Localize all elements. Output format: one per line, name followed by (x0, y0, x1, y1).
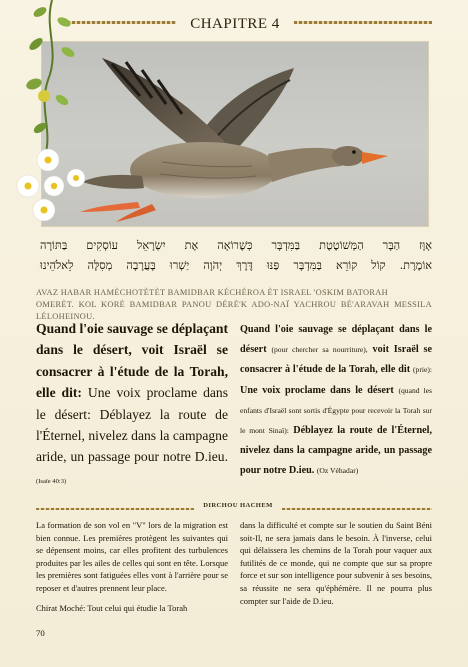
vine-daisy-decoration (0, 0, 120, 240)
dirchou-left-column (36, 519, 228, 614)
hebrew-verse-line-1: אָוָּז הַבָּר הַמְּשׁוֹטֶטֶת בַּמִּדְבָּר כְּשֶׁרוֹאָה אֶת יִשְׂרָאֵל עוֹסְקִים בַּתּוֹרָה (40, 239, 432, 252)
transliteration-line-1: AVAZ HABAR HAMÈCHOTÈTÈT BAMIDBAR KÉCHÉROA ÈT ISRAEL 'OSKIM BATORAH (36, 288, 388, 297)
right-bold-4: Déblayez la route de l'Éternel, nivelez dans la campagne aride, un passage pour notre D.ieu. (240, 425, 433, 477)
dirchou-right-column (240, 519, 432, 607)
right-note-3: (quand les enfants d'Israël sont sortis d'Égypte pour recevoir la Torah sur le mont Sinaï): (240, 385, 432, 436)
left-text: Une voix proclame dans le désert: Déblayez la route de l'Éternel, nivelez dans la campagne aride, un passage pour notre D.ieu. (36, 385, 228, 465)
right-bold-2: voit Israël se consacrer à l'étude de la Torah, elle dit (240, 344, 433, 376)
right-note-2: (prie): (413, 365, 432, 375)
right-bold-1: Quand l'oie sauvage se déplaçant dans le désert (240, 324, 432, 356)
commentary-right-column (240, 320, 432, 482)
page-number: 70 (36, 628, 45, 638)
transliteration-line-2: OMERÈT. KOL KORÉ BAMIDBAR PANOU DÉRÈ'K ADO-NAÏ YACHROU BÉ'ARAVAH MESSILA LÉLOHEINOU. (36, 300, 432, 321)
dirchou-paragraph-3: dans la difficulté et compte sur le soutien du Saint Béni soit-Il, ne sera jamais dans le besoin. À l'inverse, celui qui délaissera les chemins de la Torah pour vaquer aux futilités de ce monde, qui ne compte que sur sa propre force et sur son intelligence pour subvenir à ses besoins, sa réussite ne sera qu'éphémère. Il ne pourra plus compter sur l'aide de D.ieu. (240, 520, 432, 606)
translation-left-column (36, 318, 228, 492)
right-bold-3: Une voix proclame dans le désert (240, 384, 394, 396)
right-note-1: (pour chercher sa nourriture), (271, 345, 368, 355)
header-rule-right (294, 21, 432, 24)
divider-rule-left (36, 508, 194, 510)
dirchou-paragraph-2: Chirat Moché: Tout celui qui étudie la Torah (36, 602, 188, 613)
dirchou-paragraph-1: La formation de son vol en "V" lors de la migration est bien connue. Les premières protègent les suivantes qui se dépensent moins, car elles profitent des turbulences produites par les ailes de celles qui sont en tête. Lorsque les premières sont fatiguées elles vont à l'arrière pour se reposer et d'autres prennent leur place. (36, 520, 228, 593)
left-reference: (Isaïe 40:3) (36, 477, 67, 485)
divider-rule-right (282, 508, 432, 510)
left-bold-text: Quand l'oie sauvage se déplaçant dans le désert, voit Israël se consacrer à l'étude de la Torah, elle dit: (36, 321, 228, 401)
right-note-4: (Oz Véhadar) (316, 466, 359, 476)
divider-label: DIRCHOU HACHEM (203, 502, 273, 509)
hebrew-verse-line-2: אוֹמֶרֶת. קוֹל קוֹרֵא בַּמִּדְבָּר פַּנּוּ דֶּרֶךְ יְהֹוָה יַשְׁרוּ בָּעֲרָבָה מְסִלָּה לֵאלֹהֵינוּ (40, 259, 432, 272)
chapter-title: CHAPITRE 4 (190, 16, 280, 32)
